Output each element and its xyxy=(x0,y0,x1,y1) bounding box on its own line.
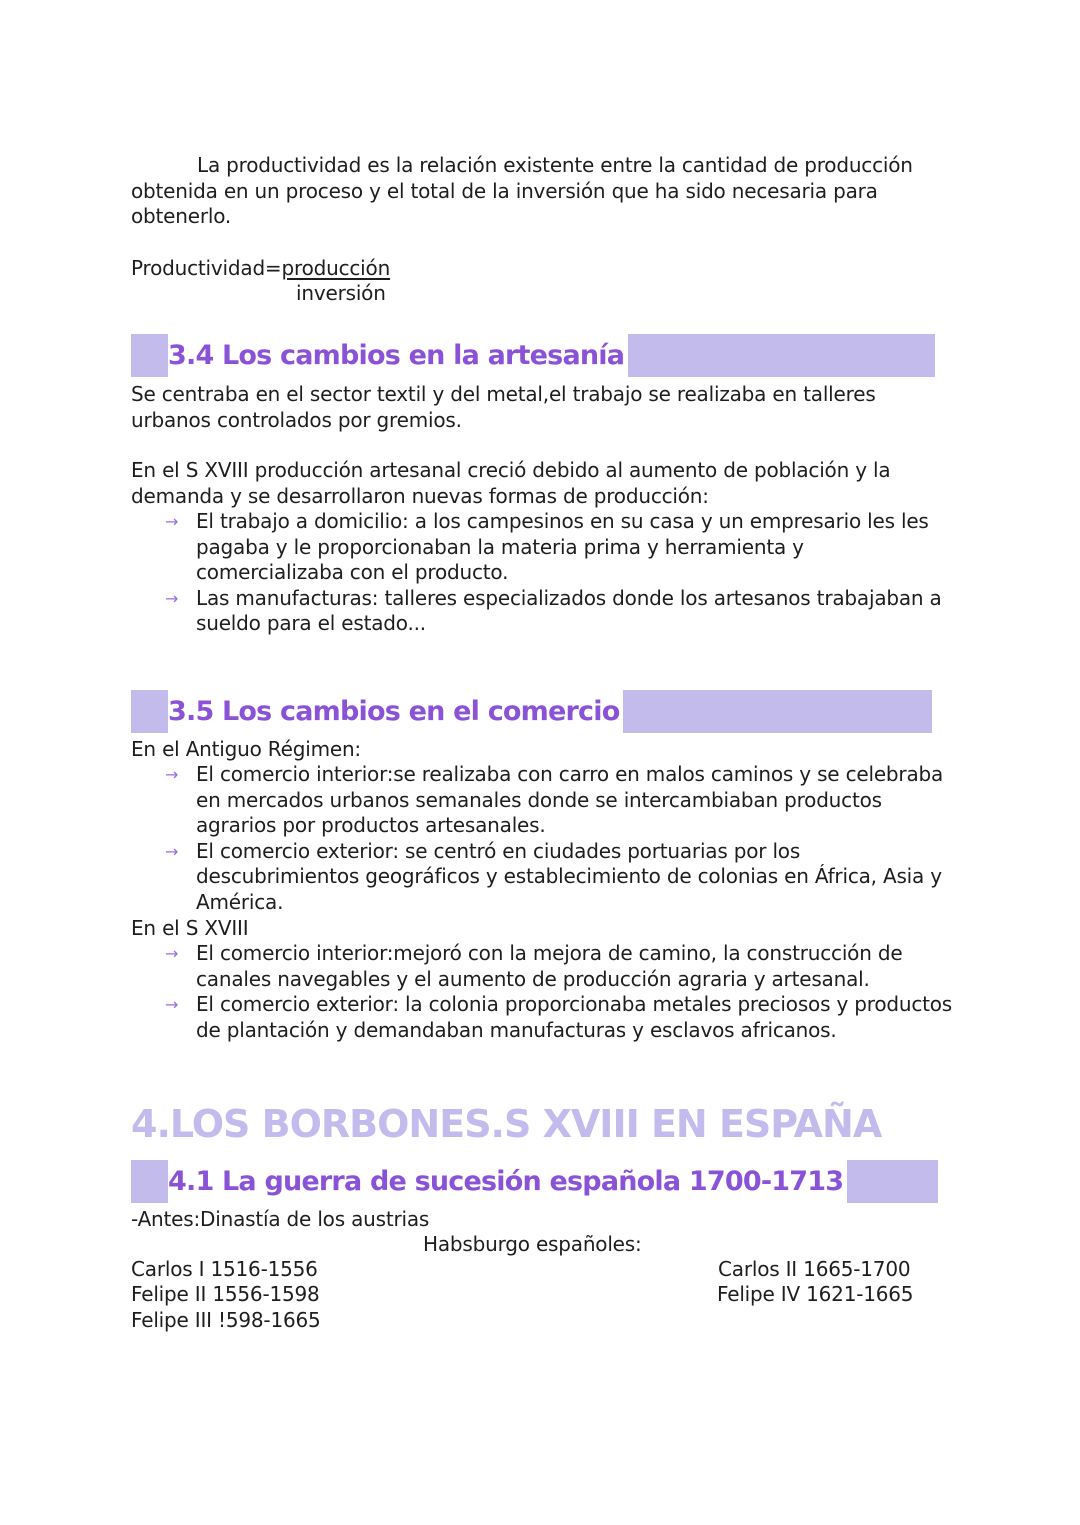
artesania-bullet-list xyxy=(165,509,955,637)
s-xviii-bullet-list xyxy=(165,941,955,1043)
habsburgo-label: Habsburgo españoles: xyxy=(423,1232,642,1256)
list-item: → El comercio interior:mejoró con la mejora de camino, la construcción de canales navegables y el aumento de producción agraria y artesanal. xyxy=(165,941,903,991)
list-item: → El comercio exterior: se centró en ciudades portuarias por los descubrimientos geográficos y establecimiento de colonias en África, Asia y América. xyxy=(165,838,942,914)
antiguo-regimen-bullet-list xyxy=(165,762,955,916)
formula xyxy=(131,256,390,282)
formula-numerator: producción xyxy=(281,256,391,280)
arrow-right-icon: → xyxy=(165,765,179,784)
section-heading-4-1: 4.1 La guerra de sucesión española 1700-1713 xyxy=(168,1160,847,1203)
king-entry: Felipe III !598-1665 xyxy=(131,1308,321,1332)
arrow-right-icon: → xyxy=(165,995,179,1015)
list-item: → El comercio exterior: la colonia proporcionaba metales preciosos y productos de plantación y demandaban manufacturas y esclavos africanos. xyxy=(165,992,953,1042)
section-heading-3-4: 3.4 Los cambios en la artesanía xyxy=(168,334,628,377)
king-entry: Carlos II 1665-1700 xyxy=(718,1257,911,1281)
chapter-title: 4.LOS BORBONES.S XVIII EN ESPAÑA xyxy=(131,1102,882,1146)
subheading-s-xviii: En el S XVIII xyxy=(131,916,249,940)
intro-paragraph: La productividad es la relación existente entre la cantidad de producción obtenida en un proceso y el total de la inversión que ha sido necesaria para obtenerlo. xyxy=(131,153,913,229)
section-heading-bar xyxy=(131,334,935,377)
arrow-right-icon: → xyxy=(165,588,179,608)
section-heading-bar xyxy=(131,1160,938,1203)
arrow-right-icon: → xyxy=(165,944,179,963)
king-entry: Felipe II 1556-1598 xyxy=(131,1282,320,1306)
king-entry: Carlos I 1516-1556 xyxy=(131,1257,318,1281)
formula-denominator: inversión xyxy=(296,281,386,305)
list-item: → Las manufacturas: talleres especializados donde los artesanos trabajaban a sueldo para el estado... xyxy=(165,585,942,636)
formula-label: Productividad= xyxy=(131,256,282,280)
arrow-right-icon: → xyxy=(165,841,179,861)
artesania-paragraph-2: En el S XVIII producción artesanal creció debido al aumento de población y la demanda y se desarrollaron nuevas formas de producción: xyxy=(131,458,891,508)
list-item: → El trabajo a domicilio: a los campesinos en su casa y un empresario les les pagaba y le proporcionaban la materia prima y herramienta y comercializaba con el producto. xyxy=(165,509,929,585)
subheading-antiguo-regimen: En el Antiguo Régimen: xyxy=(131,737,361,761)
section-heading-bar xyxy=(131,690,932,733)
king-entry: Felipe IV 1621-1665 xyxy=(717,1282,914,1306)
artesania-paragraph-1: Se centraba en el sector textil y del metal,el trabajo se realizaba en talleres urbanos controlados por gremios. xyxy=(131,382,876,432)
arrow-right-icon: → xyxy=(165,512,179,531)
list-item: → El comercio interior:se realizaba con carro en malos caminos y se celebraba en mercados urbanos semanales donde se intercambiaban productos agrarios por productos artesanales. xyxy=(165,762,944,838)
section-heading-3-5: 3.5 Los cambios en el comercio xyxy=(168,690,623,733)
antes-line: -Antes:Dinastía de los austrias xyxy=(131,1207,430,1231)
